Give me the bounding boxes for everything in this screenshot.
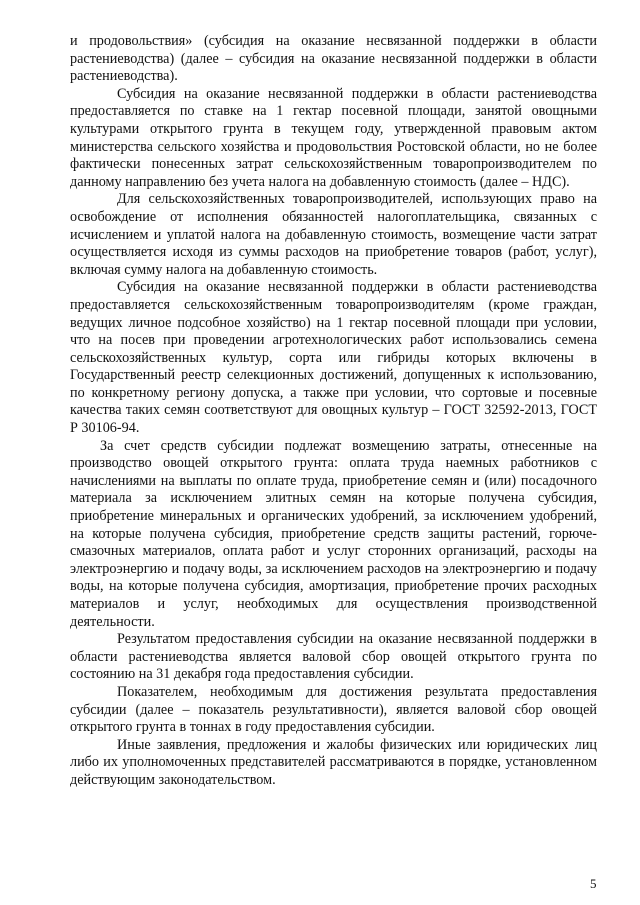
paragraph-continuation: и продовольствия» (субсидия на оказание несвязанной поддержки в области растениеводства) (далее – субсидия на оказание несвязанной поддержки в области растениеводства). [70, 33, 597, 85]
page-number: 5 [590, 876, 597, 891]
paragraph-seed-conditions: Субсидия на оказание несвязанной поддержки в области растениеводства предоставляется сельскохозяйственным товаропроизводителям (кроме граждан, ведущих личное подсобное хозяйство) на 1 гектар посевной площади при условии, что на посев при проведении агротехнологических работ использовались семена сельскохозяйственных культур, сорта или гибриды которых включены в Государственный реестр селекционных достижений, допущенных к использованию, по конкретному региону допуска, а также при условии, что сортовые и посевные качества таких семян соответствуют для овощных культур – ГОСТ 32592-2013, ГОСТ Р 30106-94. [70, 279, 597, 437]
paragraph-reimbursable-costs: За счет средств субсидии подлежат возмещению затраты, отнесенные на производство овощей открытого грунта: оплата труда наемных работников с начислениями на выплаты по оплате труда, приобретение семян и (или) посадочного материала за исключением элитных семян на которые получена субсидия, приобретение минеральных и органических удобрений, за исключением удобрений, на которые получена субсидия, приобретение средств защиты растений, горюче-смазочных материалов, оплата работ и услуг сторонних организаций, расходы на электроэнергию и подачу воды, за исключением расходов на электроэнергию и подачу воды, на которые получена субсидия, амортизация, приобретение прочих расходных материалов и услуг, необходимых для осуществления производственной деятельности. [70, 437, 597, 630]
paragraph-vat-exemption: Для сельскохозяйственных товаропроизводителей, использующих право на освобождение от исполнения обязанностей налогоплательщика, связанных с исчислением и уплатой налога на добавленную стоимость, возмещение части затрат осуществляется исходя из суммы расходов на приобретение товаров (работ, услуг), включая сумму налога на добавленную стоимость. [70, 191, 597, 278]
document-body [70, 33, 597, 790]
paragraph-indicator: Показателем, необходимым для достижения результата предоставления субсидии (далее – показатель результативности), является валовой сбор овощей открытого грунта в тоннах в году предоставления субсидии. [70, 683, 597, 736]
paragraph-subsidy-rate: Субсидия на оказание несвязанной поддержки в области растениеводства предоставляется по ставке на 1 гектар посевной площади, занятой овощными культурами открытого грунта в текущем году, утвержденной правовым актом министерства сельского хозяйства и продовольствия Ростовской области, но не более фактически понесенных затрат сельскохозяйственным товаропроизводителем по данному направлению без учета налога на добавленную стоимость (далее – НДС). [70, 85, 597, 190]
paragraph-result: Результатом предоставления субсидии на оказание несвязанной поддержки в области растениеводства является валовой сбор овощей открытого грунта по состоянию на 31 декабря года предоставления субсидии. [70, 631, 597, 683]
paragraph-complaints: Иные заявления, предложения и жалобы физических или юридических лиц либо их уполномоченных представителей рассматриваются в порядке, установленном действующим законодательством. [70, 736, 597, 788]
